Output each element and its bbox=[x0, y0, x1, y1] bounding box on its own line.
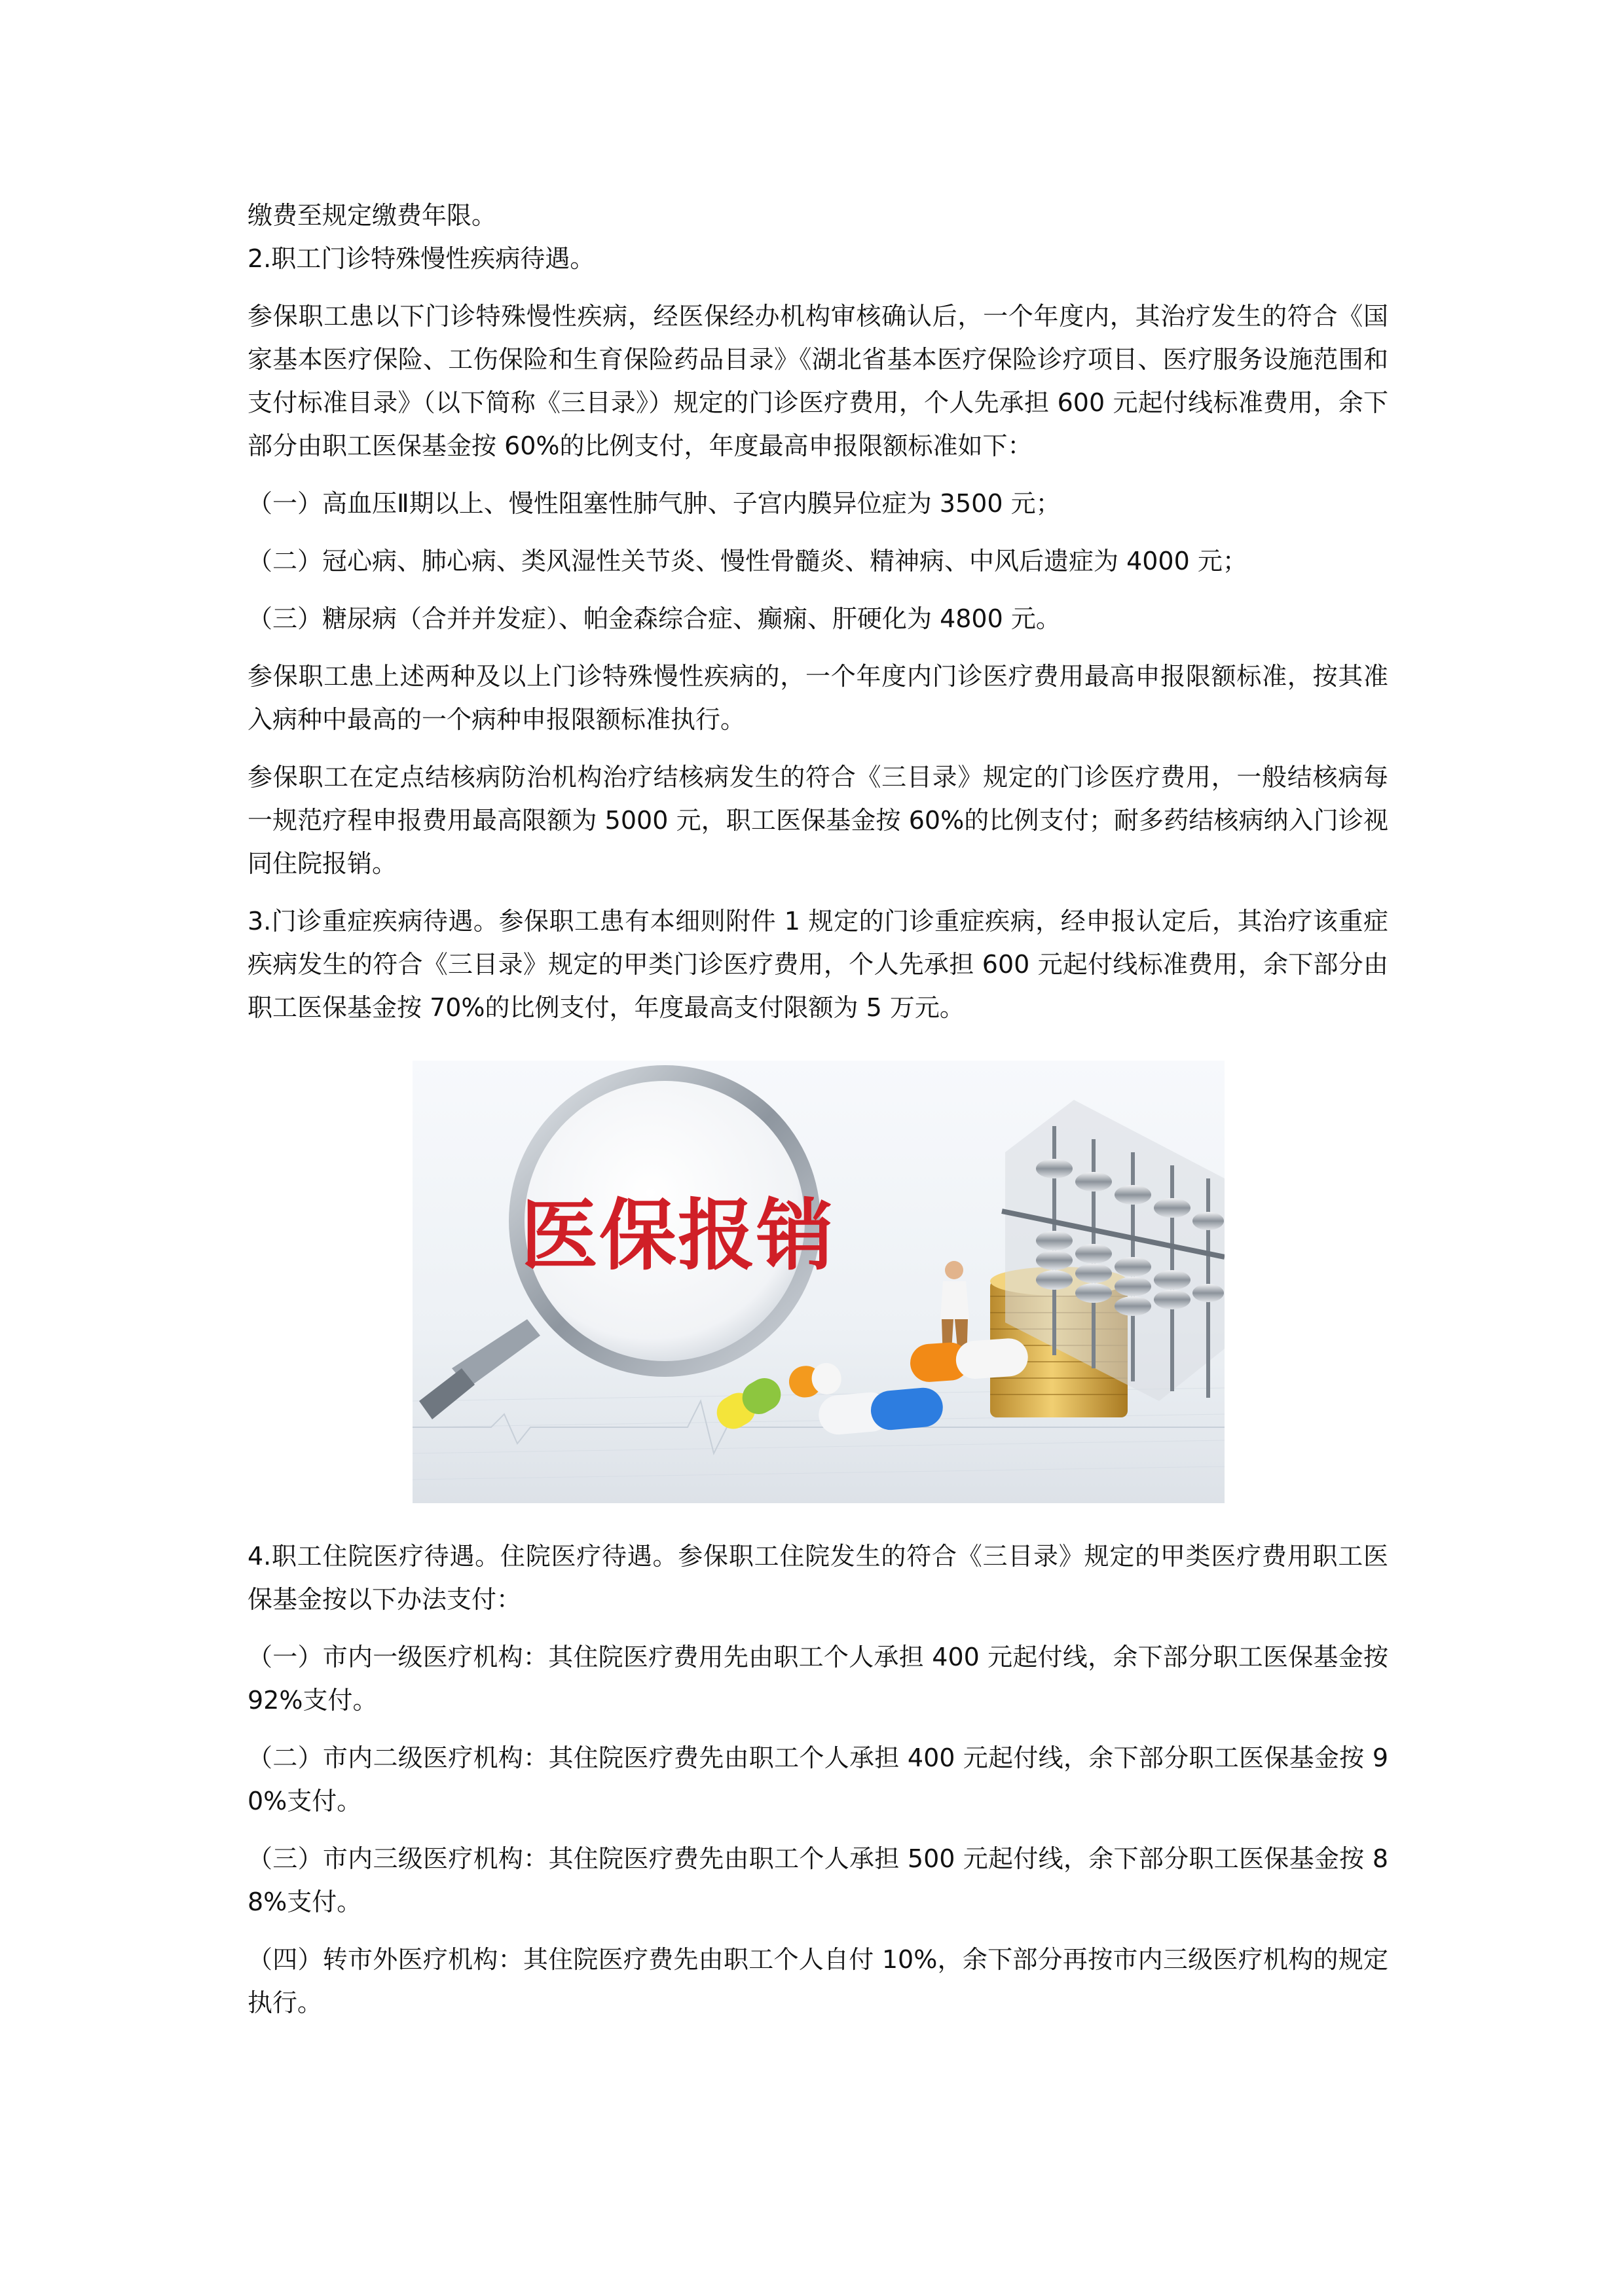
paragraph: 缴费至规定缴费年限。 bbox=[248, 201, 497, 230]
list-item: （三）市内三级医疗机构：其住院医疗费先由职工个人承担 500 元起付线，余下部分职工医保基金按 88%支付。 bbox=[248, 1844, 1388, 1916]
paragraph: 3.门诊重症疾病待遇。参保职工患有本细则附件 1 规定的门诊重症疾病，经申报认定后，其治疗该重症疾病发生的符合《三目录》规定的甲类门诊医疗费用，个人先承担 600 元起付线标准费用，余下部分由职工医保基金按 70%的比例支付，年度最高支付限额为 5 万元。 bbox=[248, 907, 1388, 1022]
medical-insurance-photo bbox=[413, 1061, 1225, 1503]
section-heading: 2.职工门诊特殊慢性疾病待遇。 bbox=[248, 244, 595, 273]
paragraph: 参保职工患上述两种及以上门诊特殊慢性疾病的，一个年度内门诊医疗费用最高申报限额标准，按其准入病种中最高的一个病种申报限额标准执行。 bbox=[248, 662, 1388, 734]
list-item: （四）转市外医疗机构：其住院医疗费先由职工个人自付 10%，余下部分再按市内三级医疗机构的规定执行。 bbox=[248, 1945, 1388, 2017]
document-body bbox=[248, 194, 1388, 2024]
list-item: （三）糖尿病（合并并发症）、帕金森综合症、癫痫、肝硬化为 4800 元。 bbox=[248, 604, 1061, 633]
photo-illustration bbox=[413, 1061, 1225, 1503]
list-item: （一）市内一级医疗机构：其住院医疗费用先由职工个人承担 400 元起付线，余下部分职工医保基金按 92%支付。 bbox=[248, 1643, 1388, 1715]
list-item: （二）市内二级医疗机构：其住院医疗费先由职工个人承担 400 元起付线，余下部分职工医保基金按 90%支付。 bbox=[248, 1743, 1388, 1815]
list-item: （一）高血压Ⅱ期以上、慢性阻塞性肺气肿、子宫内膜异位症为 3500 元； bbox=[248, 489, 1061, 518]
paragraph: 参保职工患以下门诊特殊慢性疾病，经医保经办机构审核确认后，一个年度内，其治疗发生的符合《国家基本医疗保险、工伤保险和生育保险药品目录》《湖北省基本医疗保险诊疗项目、医疗服务设施范围和支付标准目录》（以下简称《三目录》）规定的门诊医疗费用，个人先承担 600 元起付线标准费用，余下部分由职工医保基金按 60%的比例支付，年度最高申报限额标准如下： bbox=[248, 302, 1388, 460]
list-item: （二）冠心病、肺心病、类风湿性关节炎、慢性骨髓炎、精神病、中风后遗症为 4000 元； bbox=[248, 547, 1247, 575]
paragraph: 参保职工在定点结核病防治机构治疗结核病发生的符合《三目录》规定的门诊医疗费用，一般结核病每一规范疗程申报费用最高限额为 5000 元，职工医保基金按 60%的比例支付；耐多药结核病纳入门诊视同住院报销。 bbox=[248, 763, 1388, 878]
section-paragraph: 4.职工住院医疗待遇。住院医疗待遇。参保职工住院发生的符合《三目录》规定的甲类医疗费用职工医保基金按以下办法支付： bbox=[248, 1542, 1388, 1614]
sign-text: 医保报销 bbox=[520, 1190, 836, 1281]
